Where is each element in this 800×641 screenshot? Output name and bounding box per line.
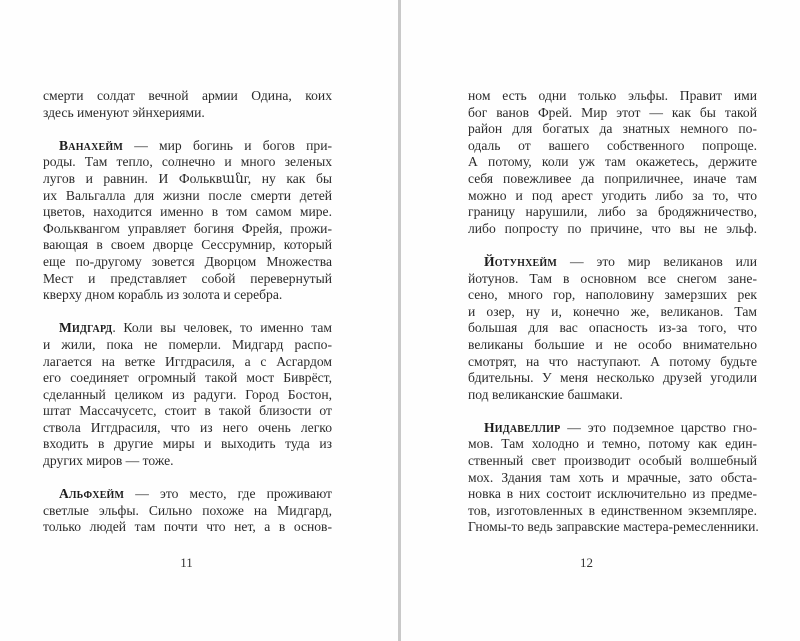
text-line: Гномы-то ведь заправские мастера-ремесленники. [468,519,759,535]
text-line: тов, изготовленных в единственном экземпляре. [468,502,757,518]
text-line: йотунов. Там в основном все снегом зане- [468,270,757,286]
left-page [0,0,399,641]
text-line: здесь именуют эйнхериями. [43,104,205,120]
text-line: только людей там почти что нет, а в основ- [43,519,332,535]
text-line: роды. Там тепло, солнечно и много зеленых [43,154,332,170]
text-line: великаны большие и не особо внимательно [468,336,757,352]
page-number: 11 [180,555,193,570]
text-line [468,254,757,271]
paragraph-vanaheim [43,138,332,304]
text-line: большая для вас опасность из-за того, что [468,320,757,336]
text-line: бог ванов Фрей. Мир этот — как бы такой [468,104,757,120]
text-line: сделанный целиком из радуги. Город Бостон, [43,386,332,402]
text-line: бдительны. У меня несколько друзей угодили [468,370,757,386]
text-line: ственный свет производит особый волшебный [468,453,757,469]
paragraph-nidavellir [468,420,757,536]
term-jotunheim: Йотунхейм [484,253,558,269]
term-nidavellir: Нидавеллир [484,419,561,435]
text-line: его соединяет огромный такой мост Биврёст, [43,370,332,386]
text-line: мох. Здания там хоть и мрачные, зато обста- [468,469,757,485]
text-line: одаль от вашего собственного попроще. [468,137,757,153]
page-number: 12 [580,555,593,570]
text-fragment: — это мир великанов или [557,253,757,269]
text-line: смерти солдат вечной армии Одина, коих [43,88,332,103]
right-page [401,0,800,641]
paragraph [43,88,332,121]
text-fragment: — это место, где проживают [124,486,332,502]
term-vanaheim: Ванахейм [59,137,123,153]
text-line: под великанские башмаки. [468,386,623,402]
text-line: район для богатых да знатных немного по- [468,121,757,137]
text-line: ствола Иггдрасиля, что из него очень легко [43,419,332,435]
text-line: лугов и равнин. И Фольквանг, ну как бы [43,170,332,186]
text-fragment: — это подземное царство гно- [560,419,757,435]
text-line: либо попросту по причине, что вы не эльф. [468,220,757,236]
text-fragment: . Коли вы человек, то именно там [112,320,332,336]
text-line [43,320,332,337]
text-line: ном есть одни только эльфы. Правит ими [468,88,757,103]
text-line: можно и под арест угодить либо за то, что [468,187,757,203]
text-line: кверху дном корабль из золота и серебра. [43,287,283,303]
paragraph-alfheim [43,486,332,536]
text-line: А потому, коли уж там окажетесь, держите [468,154,757,170]
text-line: штат Массачусетс, стоит в такой близости от [43,403,332,419]
paragraph-midgard [43,320,332,469]
text-line: сено, много гор, наполовину замерзших рек [468,287,757,303]
text-line: цветов, находится именно в том самом мире. [43,204,332,220]
paragraph-jotunheim [468,254,757,403]
paragraph [468,88,757,237]
text-line: других миров — тоже. [43,453,174,469]
text-line [43,138,332,155]
term-alfheim: Альфхейм [59,486,125,502]
text-line: вающая в своем дворце Сессрумнир, который [43,237,332,253]
text-line: новка в них состоит исключительно из предме- [468,486,757,502]
text-line: смотрят, на что наступают. А потому будьте [468,353,757,369]
text-line: входить в другие миры и выходить туда из [43,436,332,452]
text-line: лагается на ветке Иггдрасиля, а с Асгардом [43,353,332,369]
left-text-column [43,88,332,536]
text-line: мов. Там холодно и темно, потому как един- [468,436,757,452]
text-line: Мест и представляет собой перевернутый [43,270,332,286]
text-line: светлые эльфы. Сильно похоже на Мидгард, [43,502,332,518]
right-text-column [468,88,757,536]
text-line: еще по-другому зовется Дворцом Множества [43,253,332,269]
text-line: и жили, пока не померли. Мидгард распо- [43,336,332,352]
text-line: границу нарушили, либо за бродяжничество, [468,204,757,220]
text-line [468,420,757,437]
text-line: Фольквангом управляет богиня Фрейя, прожи- [43,220,332,236]
text-line: себя повежливее да поприличнее, иначе там [468,170,757,186]
term-midgard: Мидгард [59,320,113,336]
text-line: их Вальгалла для жизни после смерти детей [43,187,332,203]
text-line: и озер, ну и, конечно же, великанов. Там [468,303,757,319]
text-fragment: — мир богинь и богов при- [123,137,332,153]
text-line [43,486,332,503]
